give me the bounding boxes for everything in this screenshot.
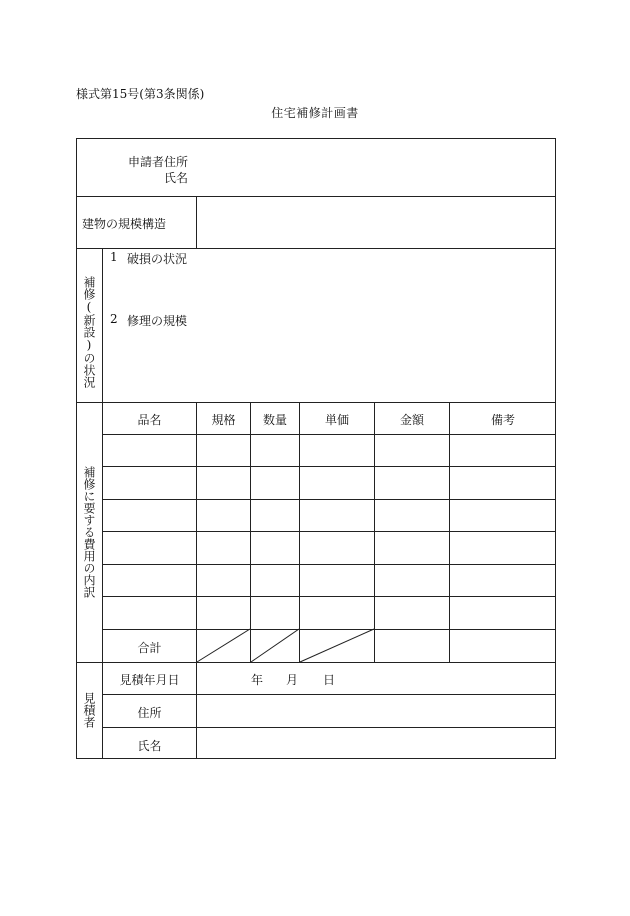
estimate-date-label: 見積年月日 — [119, 673, 180, 687]
header-specification: 規格 — [211, 413, 236, 427]
estimator-side-label: 見積者 — [82, 692, 96, 728]
applicant-address-label: 申請者住所 — [128, 155, 189, 169]
repair-item-number: 2 — [110, 312, 118, 326]
estimator-address-label: 住所 — [137, 706, 162, 720]
applicant-name-label: 氏名 — [164, 171, 189, 185]
quantity-total-slash — [251, 629, 299, 662]
building-structure-label: 建物の規模構造 — [82, 217, 167, 231]
spec-total-slash — [197, 629, 250, 662]
header-item-name: 品名 — [137, 413, 162, 427]
cost-breakdown-side-label: 補修に要する費用の内訳 — [82, 466, 96, 598]
estimator-name-label: 氏名 — [137, 739, 162, 753]
estimator-row-line — [102, 694, 556, 695]
header-unit-price: 単価 — [324, 413, 349, 427]
header-remarks: 備考 — [490, 413, 515, 427]
repair-scale-label: 修理の規模 — [127, 314, 188, 328]
estimator-row-line — [102, 727, 556, 728]
total-label: 合計 — [137, 641, 162, 655]
estimate-year-label: 年 — [251, 673, 264, 687]
estimate-day-label: 日 — [323, 673, 336, 687]
damage-status-label: 破損の状況 — [127, 252, 188, 266]
form-number: 様式第15号(第3条関係) — [76, 87, 205, 101]
unit-price-total-slash — [300, 629, 374, 662]
document-title: 住宅補修計画書 — [271, 106, 359, 120]
header-quantity: 数量 — [262, 413, 287, 427]
header-amount: 金額 — [399, 413, 424, 427]
estimator-label-divider — [196, 662, 197, 759]
damage-item-number: 1 — [110, 250, 118, 264]
repair-status-side-label: 補修(新設)の状況 — [82, 276, 96, 388]
estimate-month-label: 月 — [286, 673, 299, 687]
